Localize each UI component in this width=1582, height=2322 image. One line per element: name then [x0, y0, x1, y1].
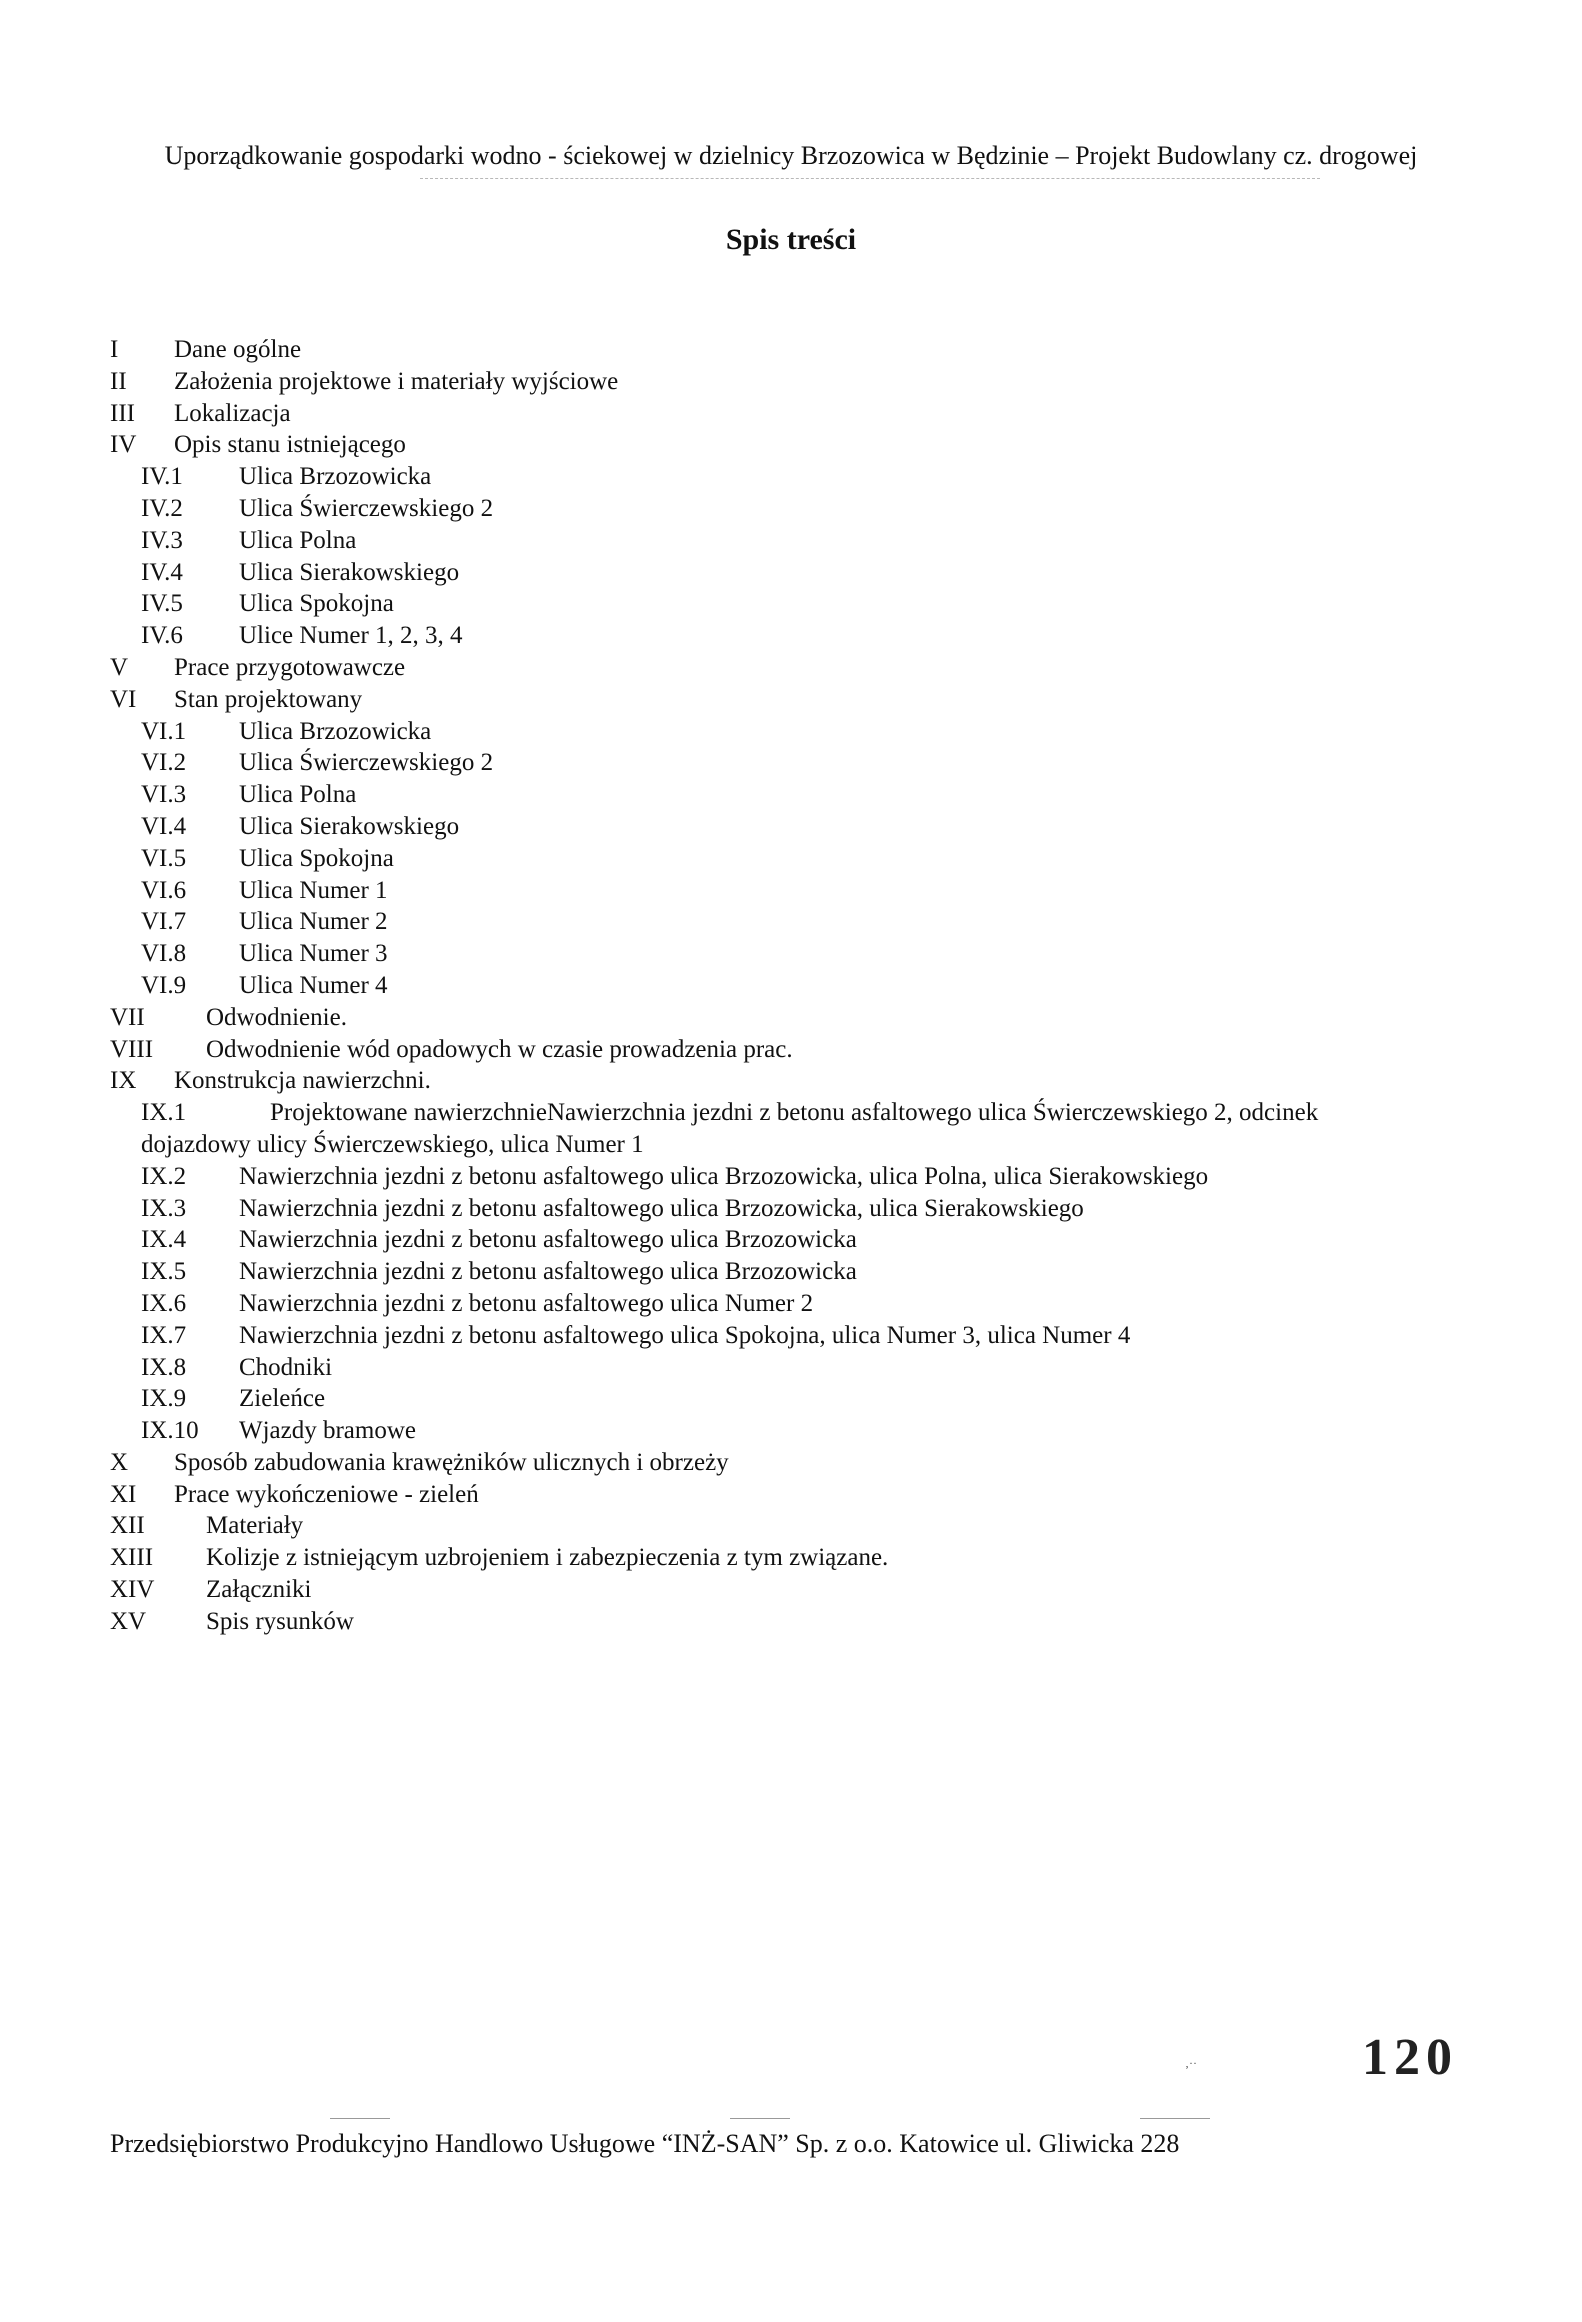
toc-entry-title: Nawierzchnia jezdni z betonu asfaltowego ulica Spokojna, ulica Numer 3, ulica Numer 4 [239, 1321, 1131, 1349]
toc-entry-title: Prace wykończeniowe - zieleń [174, 1480, 479, 1508]
footer-scan-mark [730, 2118, 790, 2119]
toc-subentry [110, 493, 1510, 525]
toc-entry-title: Opis stanu istniejącego [174, 431, 406, 459]
toc-entry-title: Ulica Polna [239, 526, 357, 554]
toc-entry-title: Nawierzchnia jezdni z betonu asfaltowego ulica Brzozowicka [239, 1258, 857, 1286]
running-header: Uporządkowanie gospodarki wodno - ściekowej w dzielnicy Brzozowica w Będzinie – Projekt Budowlany cz. drogowej [164, 141, 1418, 170]
toc-entry-title: Prace przygotowawcze [174, 653, 406, 681]
toc-subentry [110, 1097, 1510, 1161]
toc-entry-number: IX [110, 1067, 137, 1095]
toc-entry-number: VI.4 [141, 812, 187, 840]
toc-subentry [110, 811, 1510, 843]
toc-entry-title: Ulica Spokojna [239, 844, 394, 872]
toc-entry-number: I [110, 336, 119, 363]
toc-entry-number: IX.8 [141, 1353, 187, 1381]
toc-entry-title: Ulica Brzozowicka [239, 463, 432, 491]
toc-entry-number: IX.4 [141, 1226, 187, 1254]
toc-entry-number: VI.5 [141, 844, 187, 872]
toc-entry-title: Odwodnienie. [206, 1003, 347, 1031]
toc-subentry [110, 1352, 1510, 1384]
toc-entry-title: Sposób zabudowania krawężników ulicznych i obrzeży [174, 1448, 729, 1476]
toc-entry-title: Ulica Numer 3 [239, 940, 388, 968]
toc-entry-title: Konstrukcja nawierzchni. [174, 1067, 431, 1095]
toc-entry [110, 1510, 1510, 1542]
toc-entry-number: IX.5 [141, 1258, 187, 1286]
toc-entry-number: IV.4 [141, 558, 183, 586]
toc-subentry [110, 875, 1510, 907]
page-number-stamp: 120 [1362, 2029, 1458, 2086]
toc-subentry [110, 1288, 1510, 1320]
toc-entry-number: IX.7 [141, 1321, 187, 1349]
toc-entry-title: Ulica Sierakowskiego [239, 812, 460, 840]
toc-entry-title: Nawierzchnia jezdni z betonu asfaltowego ulica Brzozowicka [239, 1226, 857, 1254]
toc-entry-title: Ulica Świerczewskiego 2 [239, 749, 494, 777]
toc-entry-number: IV [110, 431, 137, 459]
toc-entry-number: VI.1 [141, 717, 187, 745]
toc-entry [110, 398, 1510, 430]
toc-entry-number: IX.1 [141, 1099, 187, 1127]
toc-entry-number: IX.2 [141, 1162, 187, 1190]
toc-entry-title: Ulice Numer 1, 2, 3, 4 [239, 622, 463, 650]
footer-scan-mark [330, 2118, 390, 2119]
toc-entry-number: VI.9 [141, 971, 187, 999]
toc-entry [110, 1002, 1510, 1034]
toc-entry-title: Ulica Numer 2 [239, 908, 388, 936]
toc-entry-number: VI.8 [141, 940, 187, 968]
toc-entry-number: IV.6 [141, 622, 183, 650]
toc-entry-title: Chodniki [239, 1353, 333, 1381]
toc-entry-number: IX.10 [141, 1417, 199, 1445]
toc-entry-number: XIII [110, 1544, 154, 1572]
toc-entry-title: Nawierzchnia jezdni z betonu asfaltowego ulica Brzozowicka, ulica Sierakowskiego [239, 1194, 1084, 1222]
toc-entry-number: VII [110, 1003, 145, 1031]
toc-entry-title: Załączniki [206, 1576, 312, 1604]
toc-entry-number: IX.6 [141, 1289, 187, 1317]
toc-subentry [110, 620, 1510, 652]
toc-entry-title: Ulica Spokojna [239, 590, 394, 618]
toc-entry [110, 1606, 1510, 1638]
toc-subentry [110, 1256, 1510, 1288]
toc-entry-number: X [110, 1448, 129, 1476]
toc-entry-title: Lokalizacja [174, 399, 291, 427]
toc-subentry [110, 1193, 1510, 1225]
toc-subentry [110, 588, 1510, 620]
header-divider [420, 178, 1320, 179]
toc-subentry [110, 525, 1510, 557]
toc-entry [110, 1447, 1510, 1479]
page-title: Spis treści [725, 223, 857, 256]
toc-entry-number: VI.3 [141, 781, 187, 809]
toc-entry-title: Ulica Brzozowicka [239, 717, 432, 745]
toc-subentry [110, 716, 1510, 748]
toc-subentry [110, 557, 1510, 589]
toc-entry [110, 1574, 1510, 1606]
toc-entry-title: Projektowane nawierzchnieNawierzchnia jezdni z betonu asfaltowego ulica Świerczewskiego 2, odcinek dojazdowy ulicy Świerczewskiego, ulica Numer 1 [141, 1099, 1319, 1158]
toc-entry-title: Spis rysunków [206, 1607, 354, 1635]
toc-subentry [110, 843, 1510, 875]
toc-entry-number: XIV [110, 1576, 155, 1604]
toc-entry-number: VI.6 [141, 876, 187, 904]
toc-subentry [110, 1161, 1510, 1193]
toc-entry [110, 652, 1510, 684]
toc-entry-title: Ulica Numer 1 [239, 876, 388, 904]
toc-entry-number: II [110, 367, 127, 395]
toc-subentry [110, 938, 1510, 970]
toc-entry-title: Stan projektowany [174, 685, 363, 713]
toc-subentry [110, 1383, 1510, 1415]
toc-entry-title: Ulica Świerczewskiego 2 [239, 494, 494, 522]
toc-entry-number: VI [110, 685, 137, 713]
toc-entry-number: V [110, 653, 129, 681]
toc-subentry [110, 1415, 1510, 1447]
toc-entry-title: Ulica Numer 4 [239, 971, 388, 999]
toc-subentry [110, 747, 1510, 779]
toc-entry-title: Nawierzchnia jezdni z betonu asfaltowego ulica Numer 2 [239, 1289, 814, 1317]
toc-entry [110, 1065, 1510, 1097]
toc-entry-title: Ulica Sierakowskiego [239, 558, 460, 586]
toc-entry-title: Wjazdy bramowe [239, 1417, 417, 1445]
toc-entry-title: Kolizje z istniejącym uzbrojeniem i zabezpieczenia z tym związane. [206, 1544, 889, 1572]
toc-entry-number: XII [110, 1512, 145, 1540]
toc-subentry [110, 1224, 1510, 1256]
toc-entry [110, 1479, 1510, 1511]
toc-entry [110, 334, 1510, 366]
toc-entry-number: IV.2 [141, 494, 183, 522]
toc-entry [110, 1542, 1510, 1574]
scan-speck: ‚·· [1185, 2056, 1197, 2070]
toc-entry-number: IX.9 [141, 1385, 187, 1413]
toc-entry [110, 1034, 1510, 1066]
toc-entry [110, 429, 1510, 461]
toc-entry-number: IV.3 [141, 526, 183, 554]
toc-entry-number: XV [110, 1607, 147, 1635]
toc-entry-title: Nawierzchnia jezdni z betonu asfaltowego ulica Brzozowicka, ulica Polna, ulica Sierakowskiego [239, 1162, 1209, 1190]
toc-entry-title: Odwodnienie wód opadowych w czasie prowadzenia prac. [206, 1035, 793, 1063]
table-of-contents [110, 334, 1510, 1638]
toc-entry-number: VI.2 [141, 749, 187, 777]
toc-entry-number: IV.1 [141, 463, 183, 491]
toc-subentry [110, 461, 1510, 493]
toc-entry-number: III [110, 399, 135, 427]
toc-entry-number: VI.7 [141, 908, 187, 936]
toc-subentry [110, 1320, 1510, 1352]
toc-entry-number: IX.3 [141, 1194, 187, 1222]
toc-entry-title: Założenia projektowe i materiały wyjściowe [174, 367, 619, 395]
toc-subentry [110, 970, 1510, 1002]
toc-subentry [110, 906, 1510, 938]
toc-entry-title: Dane ogólne [174, 336, 302, 363]
toc-entry-title: Zieleńce [239, 1385, 326, 1413]
toc-entry-number: IV.5 [141, 590, 183, 618]
toc-entry-number: VIII [110, 1035, 154, 1063]
toc-subentry [110, 779, 1510, 811]
toc-entry [110, 684, 1510, 716]
toc-entry [110, 366, 1510, 398]
toc-entry-number: XI [110, 1480, 137, 1508]
toc-entry-title: Materiały [206, 1512, 304, 1540]
page-footer: Przedsiębiorstwo Produkcyjno Handlowo Usługowe “INŻ-SAN” Sp. z o.o. Katowice ul. Gliwicka 228 [110, 2129, 1180, 2158]
toc-entry-title: Ulica Polna [239, 781, 357, 809]
footer-scan-mark [1140, 2118, 1210, 2119]
